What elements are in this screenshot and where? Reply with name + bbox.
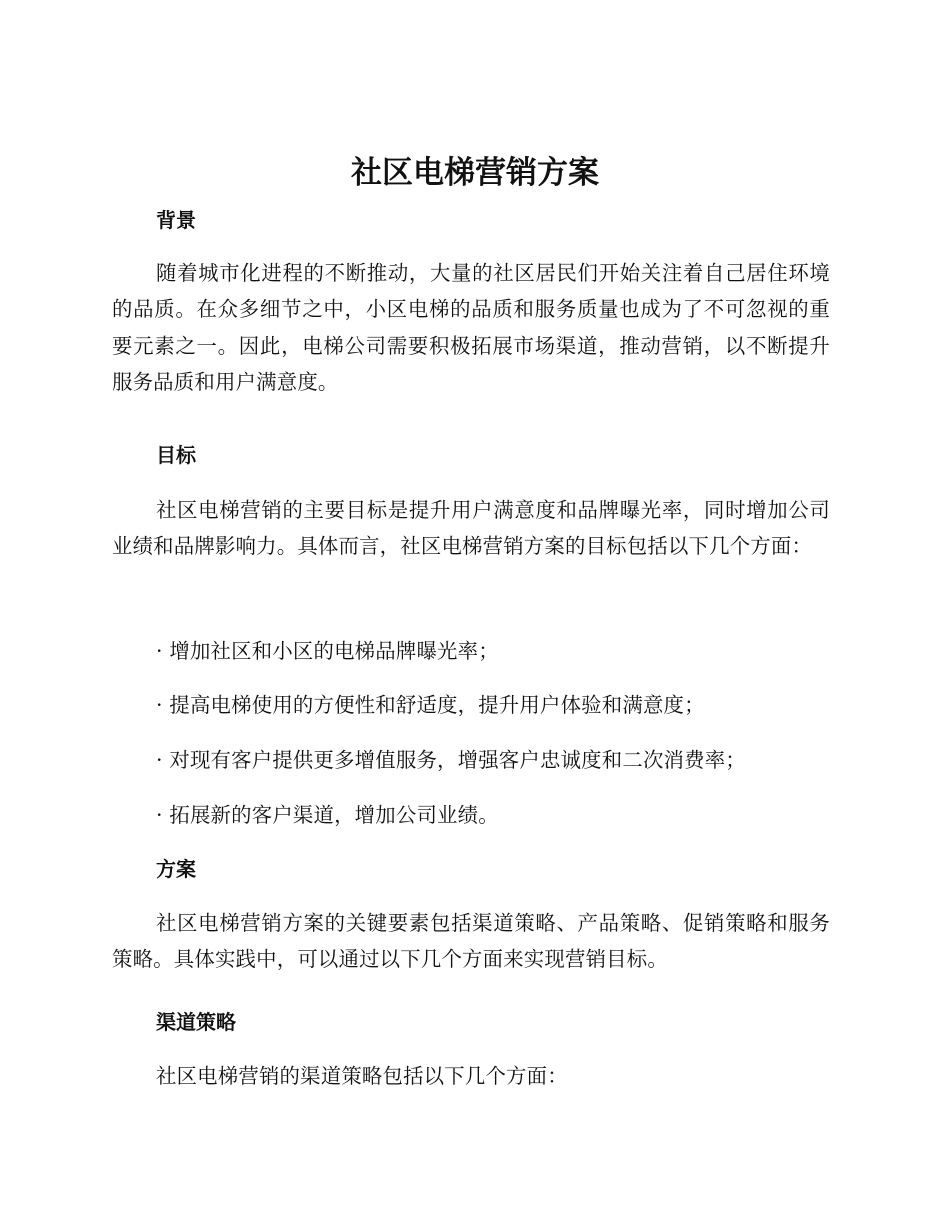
paragraph-goals: 社区电梯营销的主要目标是提升用户满意度和品牌曝光率，同时增加公司业绩和品牌影响力。具体而言，社区电梯营销方案的目标包括以下几个方面：: [112, 498, 830, 559]
goal-bullet-item: · 拓展新的客户渠道，增加公司业绩。: [156, 803, 499, 827]
paragraph-background: 随着城市化进程的不断推动，大量的社区居民们开始关注着自己居住环境的品质。在众多细节之中，小区电梯的品质和服务质量也成为了不可忽视的重要元素之一。因此，电梯公司需要积极拓展市场渠道，推动营销，以不断提升服务品质和用户满意度。: [112, 261, 830, 395]
section-heading-plan: 方案: [156, 857, 196, 881]
goal-bullet-item: · 提高电梯使用的方便性和舒适度，提升用户体验和满意度；: [156, 693, 705, 717]
document-title: 社区电梯营销方案: [351, 155, 599, 191]
section-heading-channel: 渠道策略: [156, 1010, 236, 1034]
section-heading-goals: 目标: [156, 443, 196, 467]
paragraph-channel: 社区电梯营销的渠道策略包括以下几个方面：: [156, 1064, 568, 1088]
goal-bullet-item: · 增加社区和小区的电梯品牌曝光率；: [156, 639, 499, 663]
goal-bullet-item: · 对现有客户提供更多增值服务，增强客户忠诚度和二次消费率；: [156, 748, 746, 772]
section-heading-background: 背景: [156, 208, 196, 232]
paragraph-plan: 社区电梯营销方案的关键要素包括渠道策略、产品策略、促销策略和服务策略。具体实践中，可以通过以下几个方面来实现营销目标。: [112, 911, 830, 972]
